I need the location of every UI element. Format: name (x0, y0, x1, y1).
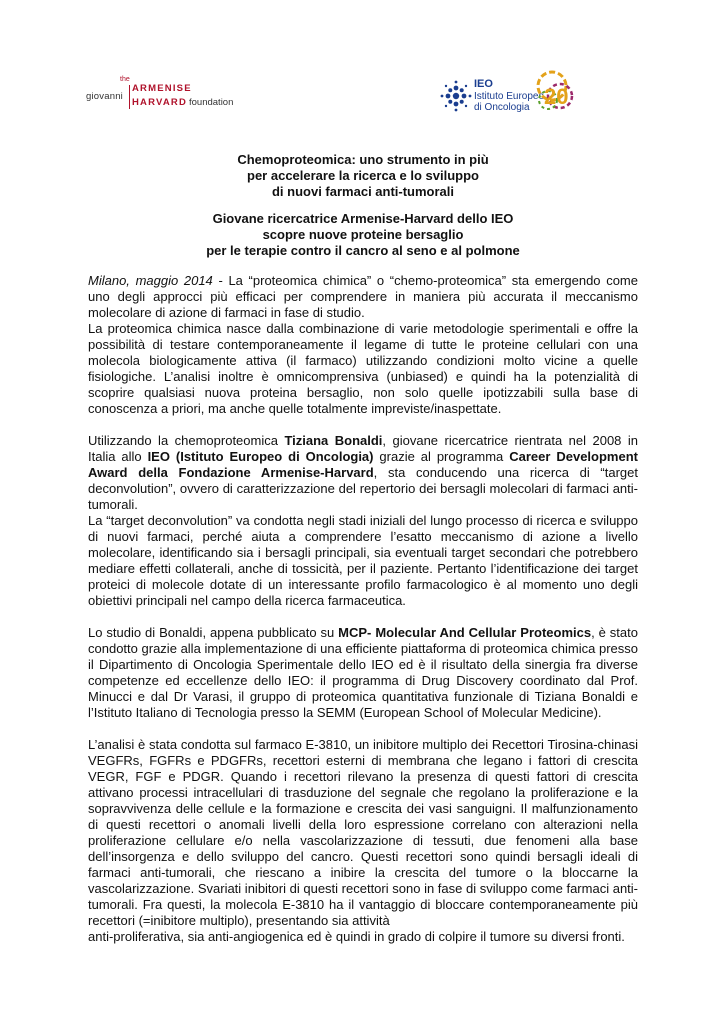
logo-harvard-text: HARVARD (132, 97, 188, 108)
logo-the-text: the (120, 76, 130, 83)
paragraph-1 (88, 273, 638, 321)
paragraph-1-text: - La “proteomica chimica” o “chemo-proteomica” sta emergendo come uno degli approcci più efficaci per comprendere in maniera più accurata il meccanismo molecolare di azione di farmaci in fase di studio. (88, 273, 638, 320)
logo-giovanni-text: giovanni (86, 91, 123, 102)
ieo-dots-icon (440, 80, 472, 112)
subtitle-line-3: per le terapie contro il cancro al seno e al polmone (206, 243, 520, 258)
ieo-subtitle-1: Istituto Europeo (474, 91, 545, 102)
ieo-subtitle-2: di Oncologia (474, 102, 530, 113)
ieo-logo (440, 70, 580, 120)
researcher-name: Tiziana Bonaldi (284, 433, 383, 448)
title-line-2: per accelerare la ricerca e lo sviluppo (247, 168, 479, 183)
ieo-name: IEO (474, 78, 493, 90)
title-line-3: di nuovi farmaci anti-tumorali (271, 184, 455, 199)
journal-name: MCP- Molecular And Cellular Proteomics (338, 625, 592, 640)
subtitle (88, 211, 638, 259)
logo-divider (129, 85, 130, 109)
article-body (88, 273, 638, 945)
anniversary-number: 20 (544, 84, 569, 109)
p3-text-e: grazie al programma (373, 449, 510, 464)
program-name: Career Development Award della Fondazione Armenise-Harvard (88, 449, 638, 480)
paragraph-7: anti-proliferativa, sia anti-angiogenica ed è quindi in grado di colpire il tumore su diversi fronti. (88, 929, 625, 944)
p5-text-a: Lo studio di Bonaldi, appena pubblicato su (88, 625, 339, 640)
p3-text-a: Utilizzando la chemoproteomica (88, 433, 285, 448)
main-title (88, 152, 638, 200)
p3-text-g: , sta conducendo una ricerca di “target deconvolution”, ovvero di caratterizzazione del repertorio dei bersagli molecolari di farmaci anti-tumorali. (88, 465, 638, 512)
paragraph-4: La “target deconvolution” va condotta negli stadi iniziali del lungo processo di ricerca e sviluppo di nuovi farmaci, perché aiuta a comprendere l’esatto meccanismo di azione a livello molecolare, identificando sia i bersagli principali, sia eventuali target secondari che potrebbero mediare effetti collaterali, anche di tossicità, per il paziente. Pertanto l’identificazione dei target proteici di molecole dotate di un interessante profilo farmacologico è al momento uno degli obiettivi principali nel campo della ricerca farmaceutica. (88, 513, 638, 608)
paragraph-5 (88, 625, 638, 721)
paragraph-6: L’analisi è stata condotta sul farmaco E-3810, un inibitore multiplo dei Recettori Tirosina-chinasi VEGFRs, FGFRs e PDGFRs, recettori esterni di membrana che legano i fattori di crescita VEGR, FGF e PDGR. Quando i recettori rilevano la presenza di questi fattori di crescita attivano processi intracellulari di trasduzione del segnale che regolano la proliferazione e la sopravvivenza delle cellule e la formazione e crescita dei vasi sanguigni. Il malfunzionamento di questi recettori o anomali livelli della loro espressione correlano con alterazioni nella proliferazione cellulare e/o nella vascolarizzazione di tessuti, due fenomeni alla base dell’insorgenza e dello sviluppo del cancro. Questi recettori sono quindi bersagli ideali di farmaci anti-tumorali, che riescano a inibire la crescita del tumore o la bloccarne la vascolarizzazione. Svariati inibitori di questi recettori sono in fase di sviluppo come farmaci anti-tumorali. Fra questi, la molecola E-3810 ha il vantaggio di bloccare contemporaneamente più recettori (=inibitore multiplo), presentando sia attività (88, 737, 638, 928)
subtitle-line-1: Giovane ricercatrice Armenise-Harvard dello IEO (212, 211, 514, 226)
logo-foundation-text: foundation (189, 97, 234, 108)
dateline: Milano, maggio 2014 (88, 273, 213, 288)
paragraph-3 (88, 433, 638, 513)
paragraph-2: La proteomica chimica nasce dalla combinazione di varie metodologie sperimentali e offre la possibilità di testare contemporaneamente il legame di tutte le proteine cellulari con una molecola biologicamente attiva (il farmaco) utilizzando condizioni molto vicine a quelle fisiologiche. L’analisi inoltre è omnicomprensiva (unbiased) e quindi ha la potenzialità di scoprire qualsiasi nuova proteina bersaglio, non solo quelle ipotizzabili sulla base di conoscenza a priori, ma anche quelle totalmente impreviste/inaspettate. (88, 321, 638, 416)
p3-text-c: , giovane ricercatrice rientrata nel 2008 in Italia allo (88, 433, 638, 464)
subtitle-line-2: scopre nuove proteine bersaglio (262, 227, 464, 242)
anniversary-20-icon (534, 68, 580, 118)
p5-text-c: , è stato condotto grazie alla implementazione di una efficiente piattaforma di proteomica chimica presso il Dipartimento di Oncologia Sperimentale dello IEO ed è il risultato della sinergia fra diverse competenze ed eccellenze dello IEO: il programma di Drug Discovery coordinato dal Prof. Minucci e dal Dr Varasi, il gruppo di proteomica quantitativa funzionale di Tiziana Bonaldi e l’Istituto Italiano di Tecnologia presso la SEMM (European School of Molecular Medicine). (88, 625, 638, 720)
institute-name: IEO (Istituto Europeo di Oncologia) (147, 449, 374, 464)
logo-armenise-text: ARMENISE (132, 83, 192, 94)
armenise-harvard-logo (86, 76, 236, 122)
title-line-1: Chemoproteomica: uno strumento in più (237, 152, 489, 167)
